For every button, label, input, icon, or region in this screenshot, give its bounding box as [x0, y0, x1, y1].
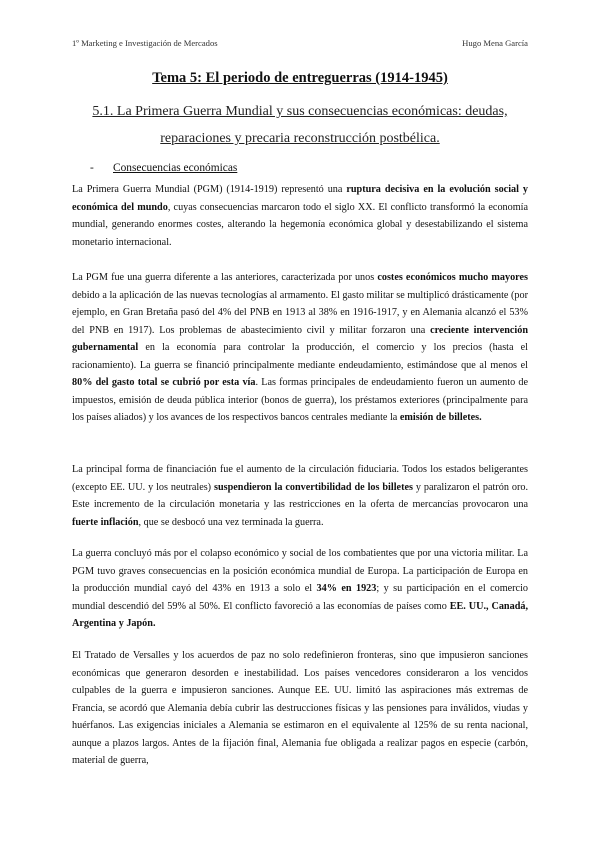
paragraph-bold-text: ruptura decisiva en la evolución social y económica del mundo	[72, 184, 528, 213]
paragraph-text: ; y su participación en el comercio mundial descendió del 59% al 50%. El conflicto favoreció a las economías de países como	[72, 583, 528, 612]
paragraph-text: La PGM fue una guerra diferente a las anteriores, caracterizada por unos	[72, 272, 378, 283]
section-heading	[90, 162, 237, 174]
paragraph-bold-text: 80% del gasto total se cubrió por esta vía	[72, 377, 256, 388]
header-course: 1º Marketing e Investigación de Mercados	[72, 38, 218, 48]
page-title: Tema 5: El periodo de entreguerras (1914-1945)	[152, 70, 448, 86]
paragraph-text: en la economía para controlar la producción, el comercio y los precios (hasta el racionamiento). La guerra se financió principalmente mediante endeudamiento, estimándose que al menos el	[72, 342, 528, 371]
bullet-dash: -	[90, 162, 94, 174]
paragraph-text: , cuyas consecuencias marcaron todo el siglo XX. El conflicto transformó la economía mundial, generando enormes costes, alterando la hegemonía económica global y desestabilizando el sistema monetario internacional.	[72, 201, 528, 248]
paragraph-text: debido a la aplicación de las nuevas tecnologías al armamento. El gasto militar se multiplicó drásticamente (por ejemplo, en Gran Bretaña pasó del 4% del PNB en 1913 al 38% en 1916-1917, y en Alemania alcanzó el 53% del PNB en 1917). Los problemas de abastecimiento civil y militar forzaron una	[72, 289, 528, 336]
paragraph-bold-text: suspendieron la convertibilidad de los billetes	[214, 481, 413, 493]
paragraph-bold-text: emisión de billetes.	[399, 412, 482, 423]
paragraph-text: La principal forma de financiación fue el aumento de la circulación fiduciaria. Todos los estados beligerantes (excepto EE. UU. y los neutrales)	[72, 464, 528, 493]
paragraph-3	[72, 461, 528, 531]
paragraph-bold-text: creciente intervención gubernamental	[72, 324, 528, 353]
paragraph-text: El Tratado de Versalles y los acuerdos de paz no solo redefinieron fronteras, sino que impusieron sanciones económicas que generaron desorden e inestabilidad. Los países vencedores consideraron a los vencidos culpables de la guerra e impusieron sanciones. Aunque EE. UU. limitó las aspiraciones más extremas de Francia, se acordó que Alemania debía cubrir las destrucciones físicas y las pensiones para inválidos, viudas y huérfanos. Las exigencias iniciales a Alemania se estimaron en el equivalente al 125% de su renta nacional, aunque a plazos largos. Antes de la fijación final, Alemania fue obligada a realizar pagos en especie (carbón, material de guerra,	[72, 650, 528, 766]
paragraph-text: La Primera Guerra Mundial (PGM) (1914-1919) representó una	[72, 184, 347, 195]
paragraph-4	[72, 545, 528, 633]
paragraph-5	[72, 647, 528, 770]
paragraph-bold-text: 34% en 1923	[316, 583, 377, 594]
section-title: Consecuencias económicas	[113, 162, 238, 174]
header-author: Hugo Mena García	[462, 38, 528, 48]
paragraph-bold-text: fuerte inflación	[72, 516, 139, 528]
paragraph-bold-text: costes económicos mucho mayores	[377, 272, 528, 283]
paragraph-text: La guerra concluyó más por el colapso económico y social de los combatientes que por una victoria militar. La PGM tuvo graves consecuencias en la posición económica mundial de Europa. La participación de Europa en la producción mundial cayó del 43% en 1913 a solo el	[72, 548, 528, 594]
page-subtitle: 5.1. La Primera Guerra Mundial y sus consecuencias económicas: deudas, reparaciones y precaria reconstrucción postbélica.	[92, 104, 508, 146]
paragraph-2	[72, 269, 528, 427]
paragraph-text: y paralizaron el patrón oro. Este incremento de la circulación monetaria y las restricciones en la oferta de mercancías provocaron una	[72, 481, 528, 510]
paragraph-1	[72, 181, 528, 251]
paragraph-text: . Las formas principales de endeudamiento fueron un aumento de impuestos, emisión de deuda pública interior (bonos de guerra), los préstamos exteriores (principalmente para los países aliados) y los avances de los respectivos bancos centrales mediante la	[72, 377, 528, 423]
paragraph-text: , que se desbocó una vez terminada la guerra.	[138, 516, 324, 528]
paragraph-bold-text: EE. UU., Canadá, Argentina y Japón.	[72, 600, 528, 629]
